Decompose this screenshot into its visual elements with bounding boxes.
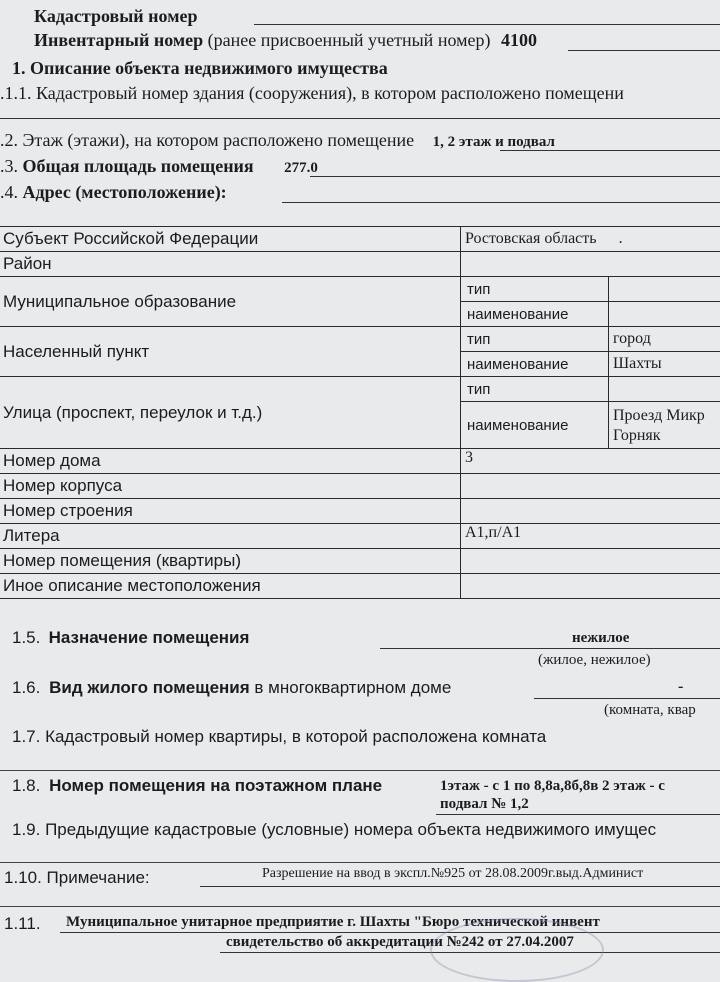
subject-mark: . xyxy=(619,230,623,247)
item-1-4-line xyxy=(282,202,720,203)
structure-label: Номер строения xyxy=(0,499,461,524)
item-1-6-value: - xyxy=(678,678,683,696)
section-1-title: 1. Описание объекта недвижимого имущества xyxy=(12,58,388,79)
house-value: 3 xyxy=(461,449,720,474)
item-1-10-value: Разрешение на ввод в экспл.№925 от 28.08.2009г.выд.Админист xyxy=(262,866,643,882)
cadastral-number-line xyxy=(254,24,720,25)
district-value xyxy=(461,252,720,277)
street-label: Улица (проспект, переулок и т.д.) xyxy=(0,377,461,449)
item-1-8-value-line1: 1этаж - с 1 по 8,8а,8б,8в 2 этаж - с xyxy=(440,778,665,795)
item-1-3-line xyxy=(310,176,720,177)
item-1-6-label: Вид жилого помещения xyxy=(49,678,250,697)
item-1-3-value: 277.0 xyxy=(284,160,318,176)
item-1-11-value-line1: Муниципальное унитарное предприятие г. Шахты "Бюро технической инвент xyxy=(66,914,600,931)
municipality-type-value xyxy=(609,277,720,302)
table-row xyxy=(0,549,720,574)
street-type-value xyxy=(609,377,720,402)
item-1-4-label: Адрес (местоположение): xyxy=(23,182,227,202)
item-1-6-line xyxy=(534,698,720,699)
house-label: Номер дома xyxy=(0,449,461,474)
table-row xyxy=(0,499,720,524)
item-1-8-num: 1.8. xyxy=(12,776,40,795)
item-1-2-value: 1, 2 этаж и подвал xyxy=(433,134,555,150)
district-label: Район xyxy=(0,252,461,277)
item-1-7-line xyxy=(0,770,720,771)
settlement-type-value: город xyxy=(609,327,720,352)
item-1-10-line xyxy=(200,886,720,887)
item-1-5-label: Назначение помещения xyxy=(49,628,250,647)
table-row xyxy=(0,574,720,599)
item-1-8-row xyxy=(12,776,382,796)
table-row xyxy=(0,449,720,474)
item-1-3-num: .3. xyxy=(0,156,18,176)
table-row xyxy=(0,474,720,499)
table-row xyxy=(0,227,720,252)
building-value xyxy=(461,474,720,499)
settlement-type-label: тип xyxy=(461,327,609,352)
letter-label: Литера xyxy=(0,524,461,549)
item-1-5-line xyxy=(380,648,720,649)
item-1-2-row xyxy=(0,130,555,151)
item-1-8-line xyxy=(436,814,720,815)
item-1-5-value: нежилое xyxy=(572,630,629,647)
street-type-label: тип xyxy=(461,377,609,402)
stamp-mark xyxy=(430,918,604,982)
item-1-4-num: .4. xyxy=(0,182,18,202)
inventory-number-line xyxy=(568,50,720,51)
item-1-11-num: 1.11. xyxy=(4,914,41,934)
letter-value: А1,п/А1 xyxy=(461,524,720,549)
settlement-name-value: Шахты xyxy=(609,352,720,377)
item-1-6-row xyxy=(12,678,451,698)
subject-value: Ростовская область xyxy=(465,230,597,247)
item-1-10-bottom-line xyxy=(0,906,720,907)
other-location-value xyxy=(461,574,720,599)
apartment-value xyxy=(461,549,720,574)
settlement-label: Населенный пункт xyxy=(0,327,461,377)
item-1-2-line xyxy=(500,150,720,151)
structure-value xyxy=(461,499,720,524)
inventory-number-note: (ранее присвоенный учетный номер) xyxy=(208,30,491,50)
item-1-6-rest: в многоквартирном доме xyxy=(254,678,451,697)
street-name-label: наименование xyxy=(461,402,609,449)
item-1-11-value-line2: свидетельство об аккредитации №242 от 27.04.2007 xyxy=(226,934,574,951)
item-1-5-num: 1.5. xyxy=(12,628,40,647)
item-1-9-line xyxy=(0,862,720,863)
municipality-type-label: тип xyxy=(461,277,609,302)
address-table xyxy=(0,226,720,599)
item-1-7: 1.7. Кадастровый номер квартиры, в которой расположена комната xyxy=(12,727,546,747)
subject-label: Субъект Российской Федерации xyxy=(0,227,461,252)
inventory-number-label: Инвентарный номер xyxy=(34,30,203,50)
item-1-2-label: .2. Этаж (этажи), на котором расположено помещение xyxy=(0,130,414,150)
item-1-11-line xyxy=(60,932,720,933)
table-row xyxy=(0,252,720,277)
table-row xyxy=(0,524,720,549)
item-1-9: 1.9. Предыдущие кадастровые (условные) номера объекта недвижимого имущес xyxy=(12,820,656,840)
inventory-number-row xyxy=(34,30,537,51)
item-1-1-line xyxy=(0,118,720,119)
item-1-3-row xyxy=(0,156,318,177)
item-1-4-row xyxy=(0,182,227,203)
street-name-value: Проезд Микр Горняк xyxy=(609,402,720,449)
table-row xyxy=(0,327,720,352)
other-location-label: Иное описание местоположения xyxy=(0,574,461,599)
table-row xyxy=(0,377,720,402)
municipality-name-label: наименование xyxy=(461,302,609,327)
apartment-label: Номер помещения (квартиры) xyxy=(0,549,461,574)
item-1-8-label: Номер помещения на поэтажном плане xyxy=(49,776,382,795)
inventory-number-value: 4100 xyxy=(501,30,537,50)
item-1-6-num: 1.6. xyxy=(12,678,40,697)
municipality-name-value xyxy=(609,302,720,327)
item-1-5-hint: (жилое, нежилое) xyxy=(538,652,651,669)
item-1-1: .1.1. Кадастровый номер здания (сооружения), в котором расположено помещени xyxy=(0,83,624,104)
item-1-10-label: 1.10. Примечание: xyxy=(4,868,150,888)
item-1-5-row xyxy=(12,628,249,648)
item-1-6-hint: (комната, квар xyxy=(604,702,696,719)
table-row xyxy=(0,277,720,302)
settlement-name-label: наименование xyxy=(461,352,609,377)
subject-value-cell xyxy=(461,227,720,252)
item-1-8-value-line2: подвал № 1,2 xyxy=(440,796,529,813)
municipality-label: Муниципальное образование xyxy=(0,277,461,327)
cadastral-number-label: Кадастровый номер xyxy=(34,6,197,27)
building-label: Номер корпуса xyxy=(0,474,461,499)
item-1-3-label: Общая площадь помещения xyxy=(23,156,254,176)
